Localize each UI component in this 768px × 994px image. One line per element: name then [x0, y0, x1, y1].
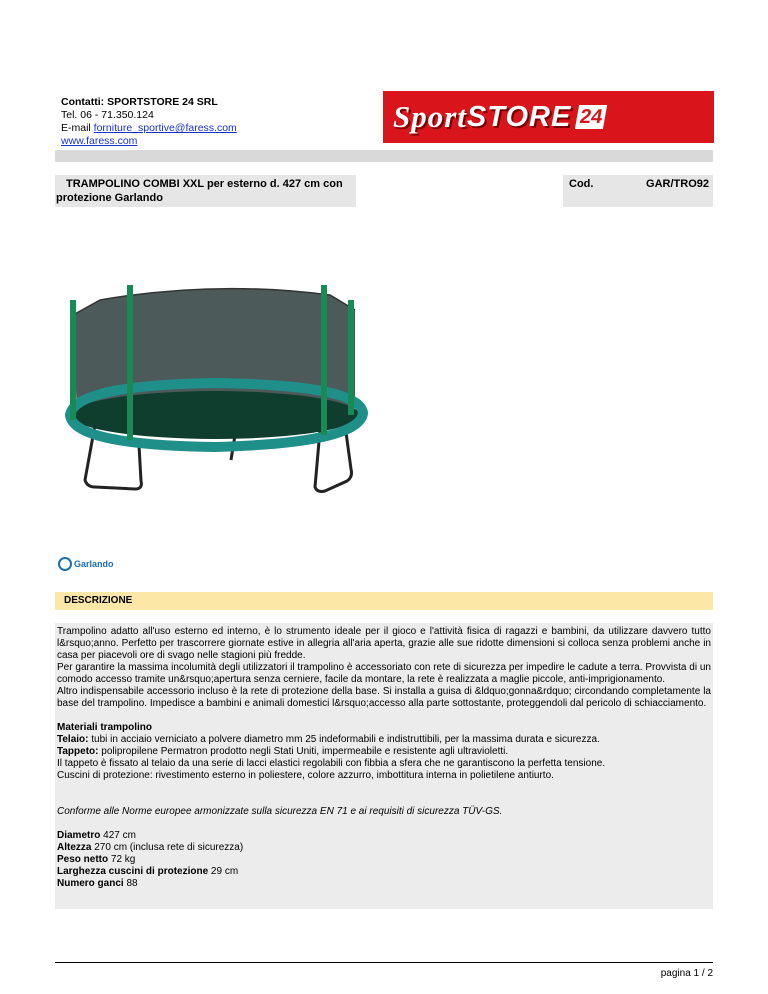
product-title-line2: protezione Garlando — [56, 192, 163, 204]
garlando-logo-icon — [58, 557, 72, 571]
product-title — [55, 175, 356, 207]
logo-sport-text: Sport — [393, 99, 467, 134]
spec-value: 427 cm — [100, 830, 136, 841]
spec-peso — [57, 854, 711, 866]
email-line — [61, 122, 237, 135]
spec-value: 270 cm (inclusa rete di sicurezza) — [91, 842, 244, 853]
brand-name: Garlando — [74, 559, 114, 569]
spec-altezza — [57, 842, 711, 854]
description-paragraph-2: Per garantire la massima incolumità degli utilizzatori il trampolino è accessoriato con rete di sicurezza per impedire le cadute a terra. Provvista di un comodo accesso tramite un&rsquo;apertura senza cerniere, facile da montare, la rete è realizzata a maglie piccole, anti-imprigionamento. — [57, 662, 711, 685]
spec-value: 72 kg — [108, 854, 136, 865]
materials-title: Materiali trampolino — [57, 722, 153, 733]
contact-block — [61, 96, 237, 148]
tappeto-text: polipropilene Permatron prodotto negli Stati Uniti, impermeabile e resistente agli ultravioletti. — [98, 746, 509, 757]
spec-larghezza — [57, 866, 711, 878]
description-body — [55, 623, 713, 909]
product-title-line1: TRAMPOLINO COMBI XXL per esterno d. 427 cm con — [66, 178, 343, 190]
telaio-label: Telaio: — [57, 734, 89, 745]
spec-label: Larghezza cuscini di protezione — [57, 866, 209, 877]
spec-label: Peso netto — [57, 854, 109, 865]
spec-ganci — [57, 878, 711, 890]
sportstore-logo — [383, 91, 714, 143]
spec-label: Diametro — [57, 830, 101, 841]
tappeto-line — [57, 746, 711, 758]
website-link[interactable]: www.faress.com — [61, 135, 138, 147]
spec-label: Altezza — [57, 842, 92, 853]
tappeto-line-2: Il tappeto è fissato al telaio da una serie di lacci elastici regolabili con fibbia a sfera che ne garantiscono la perfetta tensione. — [57, 758, 606, 769]
description-paragraph-3: Altro indispensabile accessorio incluso è la rete di protezione della base. Si installa a guisa di &ldquo;gonna&rdquo; circondando completamente la base del trampolino. Impedisce a bambini e animali domestici l&rsquo;accesso alla parte sottostante, proteggendoli dal pericolo di schiacciamento. — [57, 686, 711, 709]
email-link[interactable]: forniture_sportive@faress.com — [93, 122, 237, 134]
product-code-box — [563, 175, 713, 207]
logo-store-text: STORE — [466, 100, 572, 133]
telaio-text: tubi in acciaio verniciato a polvere diametro mm 25 indeformabili e indistruttibili, per la massima durata e sicurezza. — [88, 734, 600, 745]
email-label: E-mail — [61, 122, 94, 134]
section-heading: DESCRIZIONE — [55, 592, 713, 610]
norms-line: Conforme alle Norme europee armonizzate sulla sicurezza EN 71 e ai requisiti di sicurezza TÜV-GS. — [57, 806, 503, 817]
code-label: Cod. — [569, 178, 594, 190]
telaio-line — [57, 734, 711, 746]
trampoline-photo — [55, 255, 380, 540]
header-divider-bar — [55, 150, 713, 162]
logo-number: 24 — [575, 105, 607, 129]
tappeto-label: Tappeto: — [57, 746, 99, 757]
description-paragraph-1: Trampolino adatto all'uso esterno ed interno, è lo strumento ideale per il gioco e l'attività fisica di ragazzi e bambini, da utilizzare davvero tutto l&rsquo;anno. Perfetto per trascorrere giornate estive in allegria all'aria aperta, grazie alle sue ridotte dimensioni si colloca senza problemi anche in casa per piacevoli ore di svago nelle stagioni più fredde. — [57, 626, 711, 661]
footer-divider — [55, 962, 713, 963]
company-name: Contatti: SPORTSTORE 24 SRL — [61, 96, 218, 108]
spec-label: Numero ganci — [57, 878, 124, 889]
spec-value: 29 cm — [208, 866, 239, 877]
spec-diametro — [57, 830, 711, 842]
phone-number: Tel. 06 - 71.350.124 — [61, 109, 154, 121]
garlando-brand-logo — [58, 557, 114, 571]
page-number: pagina 1 / 2 — [660, 968, 713, 979]
code-value: GAR/TRO92 — [646, 178, 709, 190]
cuscini-line: Cuscini di protezione: rivestimento esterno in poliestere, colore azzurro, imbottitura interna in polietilene antiurto. — [57, 770, 554, 781]
spec-value: 88 — [123, 878, 138, 889]
